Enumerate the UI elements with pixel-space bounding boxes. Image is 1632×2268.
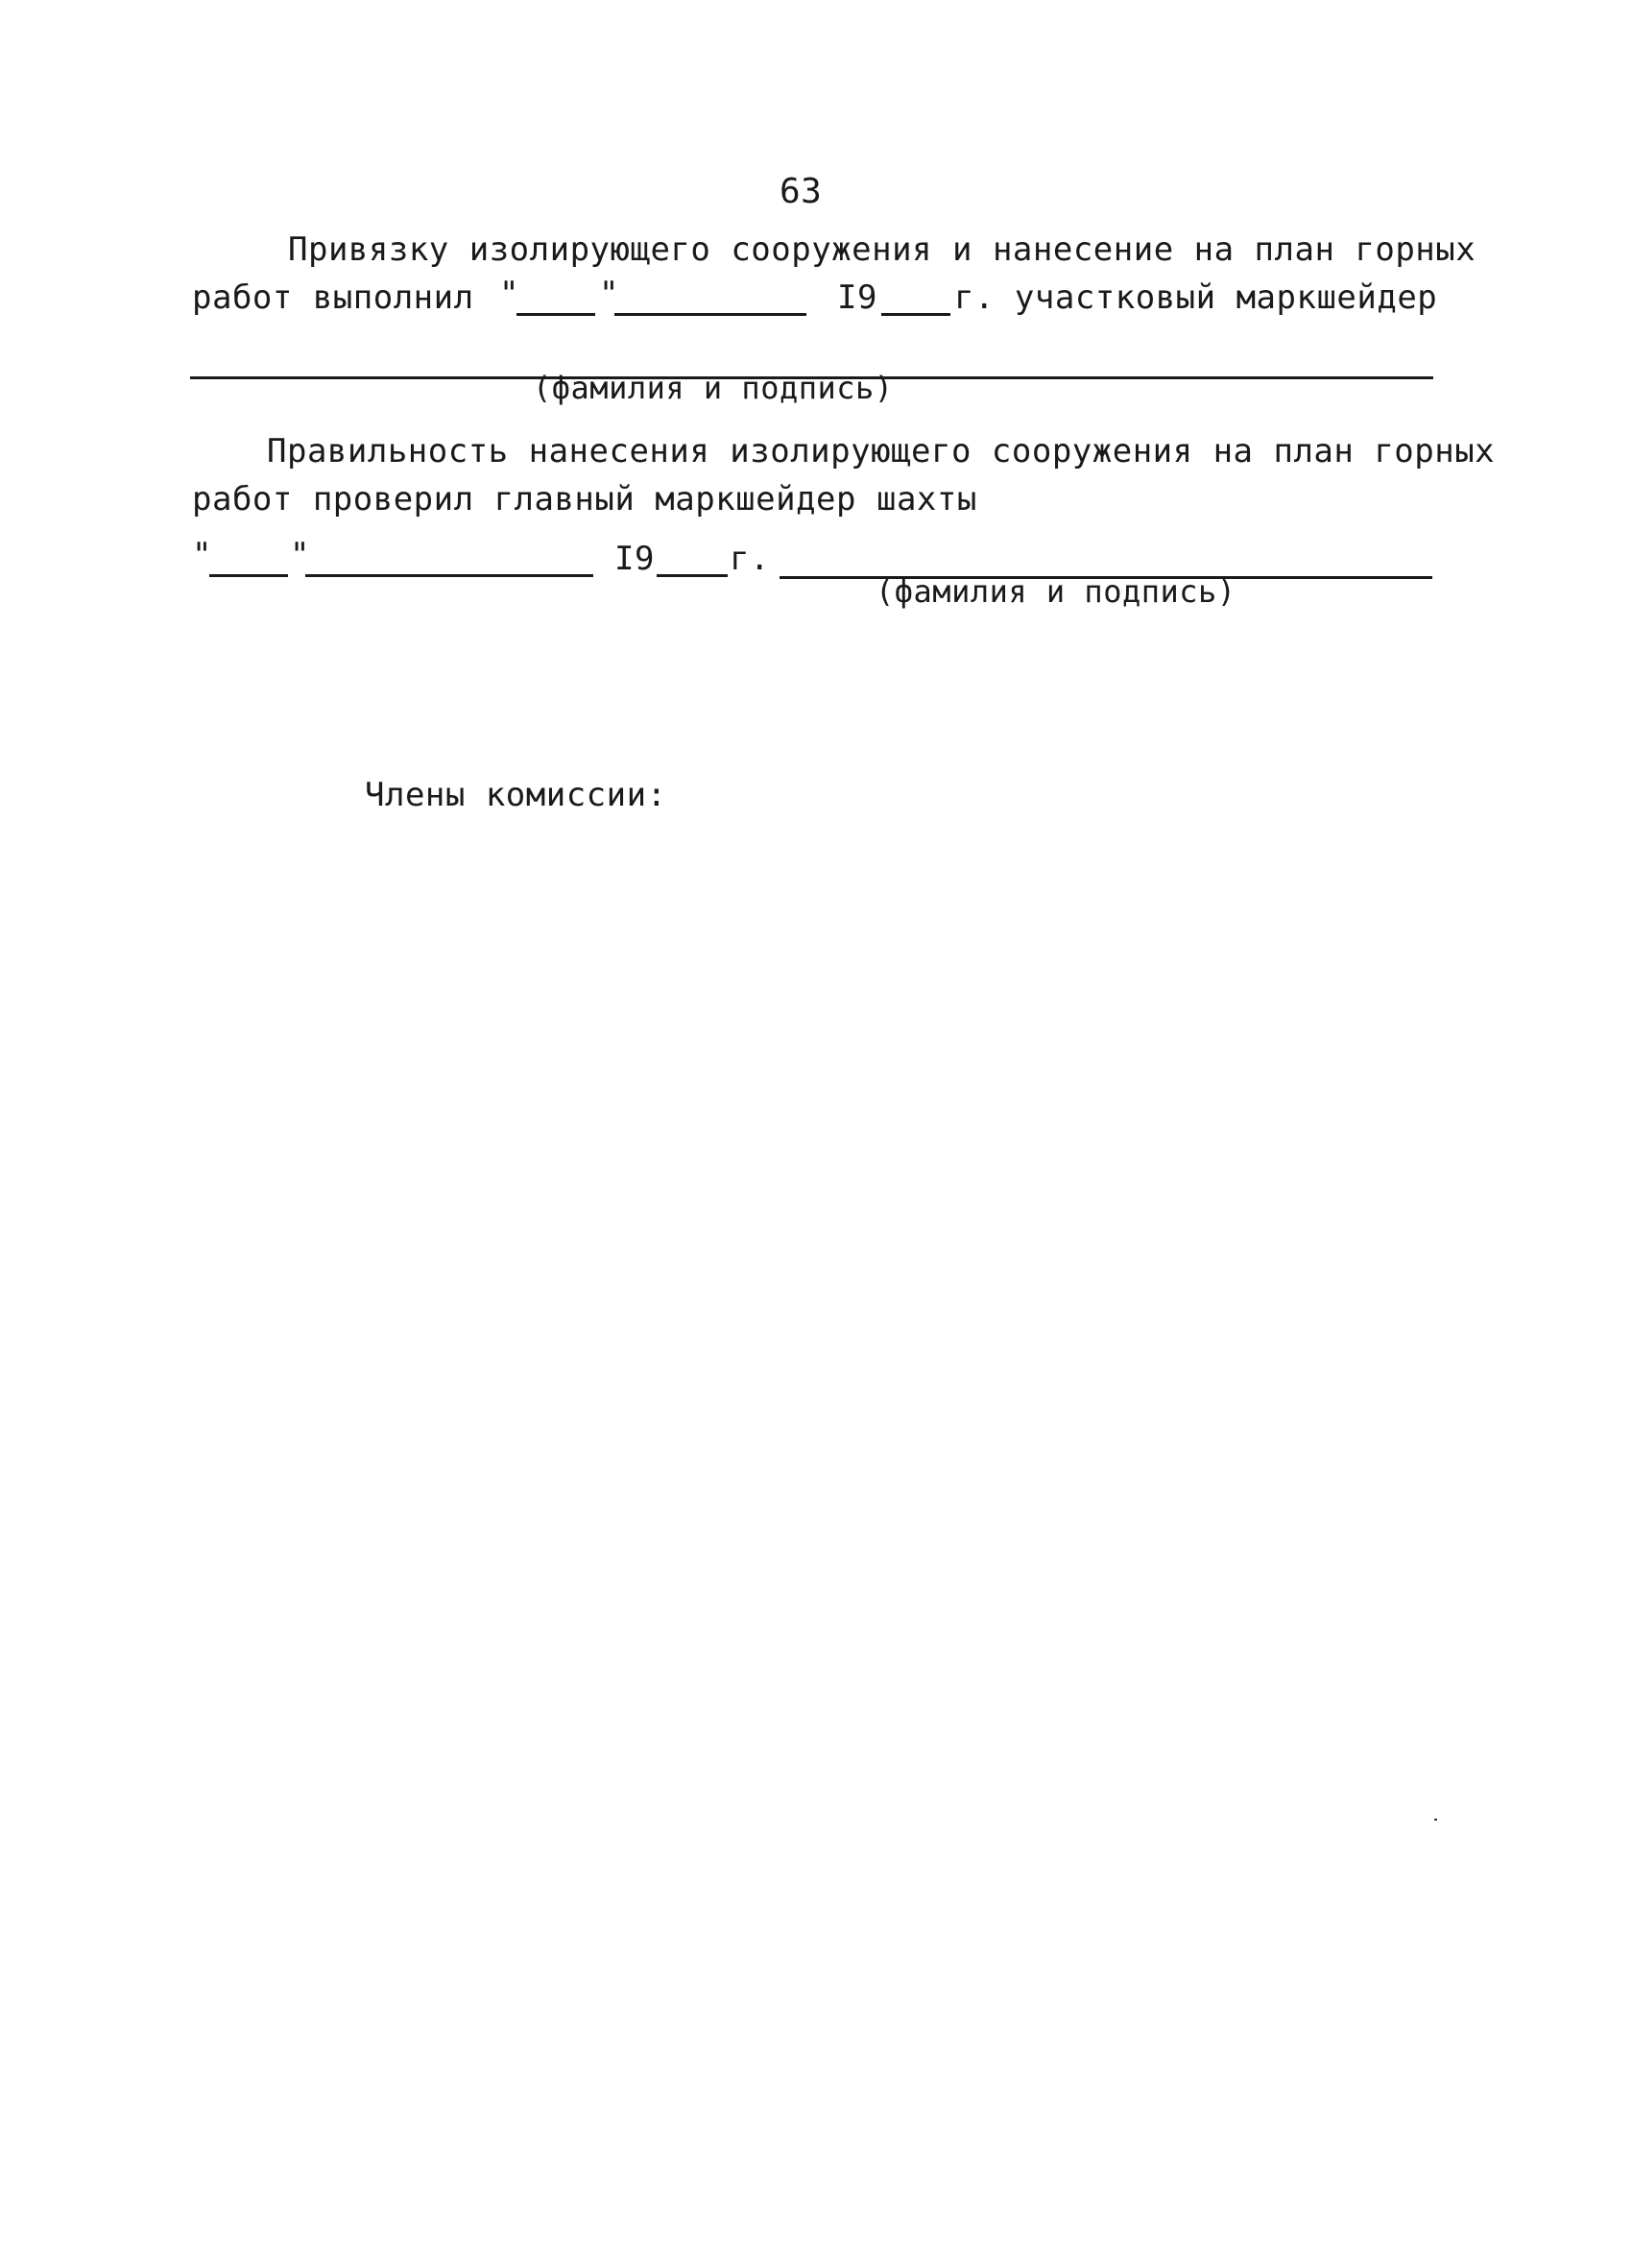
section-2-line-1: Правильность нанесения изолирующего сооружения на план горных <box>267 432 1496 470</box>
section-1-quote-close: " <box>599 275 619 313</box>
section-2-year-suffix: г. <box>730 540 770 578</box>
section-1-day-blank <box>516 313 595 316</box>
section-1-signature-caption: (фамилия и подпись) <box>533 370 894 406</box>
section-2-year-blank <box>657 574 728 577</box>
commission-label: Члены комиссии: <box>365 776 667 814</box>
section-1-year-blank <box>881 313 950 316</box>
section-1-line-1: Привязку изолирующего сооружения и нанесение на план горных <box>288 230 1476 269</box>
section-1-quote-open: " <box>499 275 519 313</box>
section-1-year-prefix: I9 <box>837 278 877 317</box>
section-2-quote-close: " <box>290 536 310 574</box>
page-number: 63 <box>780 172 823 211</box>
section-1-role: г. участковый маркшейдер <box>954 278 1438 317</box>
section-2-day-blank <box>209 574 288 577</box>
section-2-signature-caption: (фамилия и подпись) <box>876 573 1236 610</box>
section-2-line-2: работ проверил главный маркшейдер шахты <box>192 480 977 519</box>
scan-speck <box>1434 1819 1437 1821</box>
section-1-month-blank <box>614 313 806 316</box>
section-1-line-2-start: работ выполнил <box>192 278 474 317</box>
section-2-month-blank <box>305 574 593 577</box>
section-2-quote-open: " <box>192 536 212 574</box>
section-2-year-prefix: I9 <box>614 540 655 578</box>
